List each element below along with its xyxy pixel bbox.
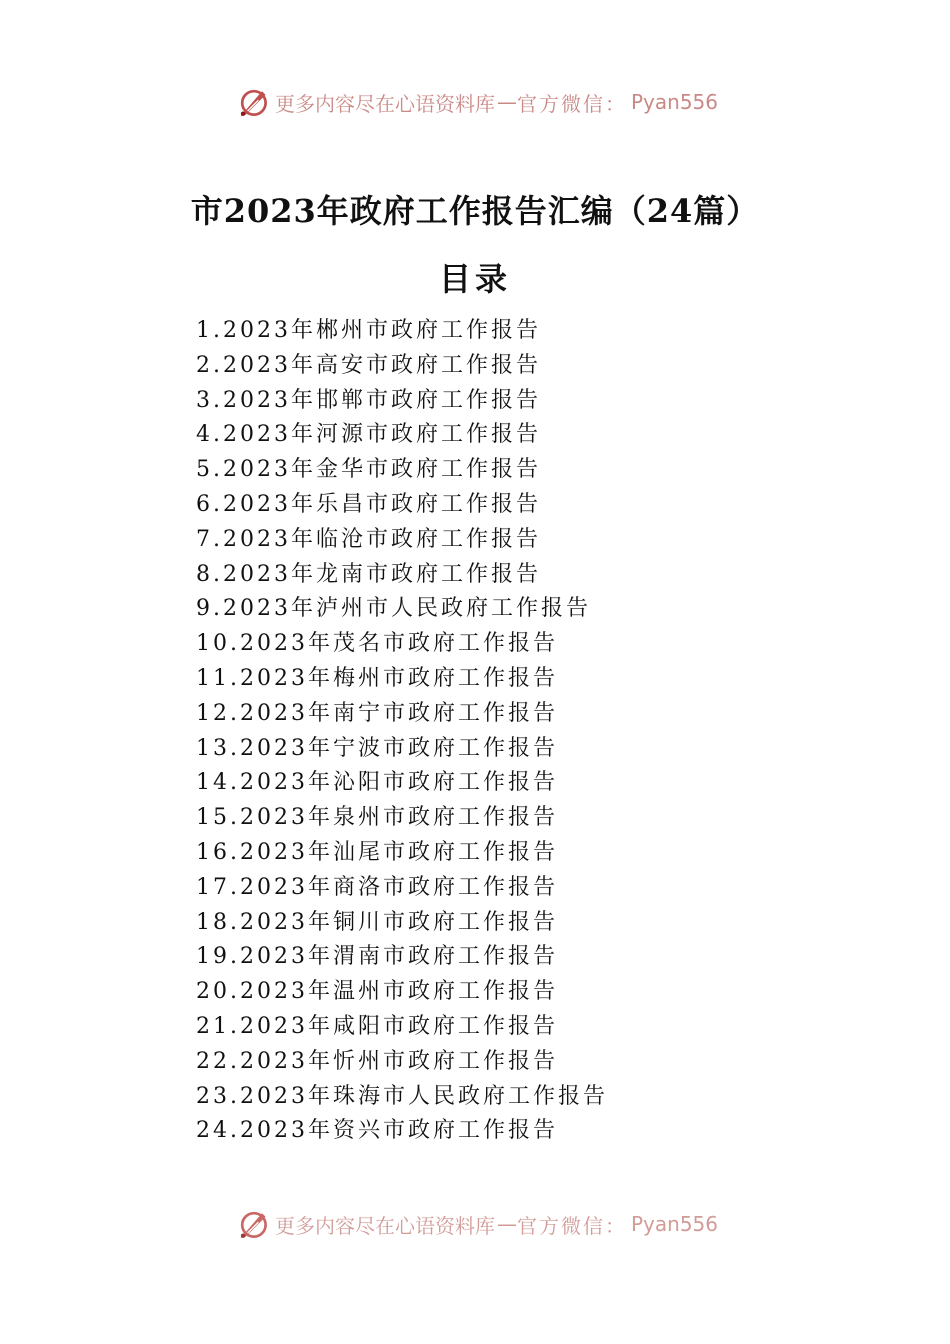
toc-item[interactable]: 9.2023年泸州市人民政府工作报告 xyxy=(196,596,591,622)
table-of-contents xyxy=(196,314,608,1149)
toc-item[interactable]: 4.2023年河源市政府工作报告 xyxy=(196,422,541,448)
toc-item[interactable]: 18.2023年铜川市政府工作报告 xyxy=(196,909,558,935)
toc-item[interactable]: 7.2023年临沧市政府工作报告 xyxy=(196,526,541,552)
toc-item[interactable]: 11.2023年梅州市政府工作报告 xyxy=(196,665,558,691)
header-watermark xyxy=(235,82,718,122)
watermark-label: 官方微信： xyxy=(517,1213,627,1238)
toc-item[interactable]: 6.2023年乐昌市政府工作报告 xyxy=(196,491,541,517)
toc-heading: 目录 xyxy=(438,260,511,298)
toc-item[interactable]: 16.2023年汕尾市政府工作报告 xyxy=(196,839,558,865)
toc-item[interactable]: 3.2023年邯郸市政府工作报告 xyxy=(196,387,541,413)
toc-item[interactable]: 10.2023年茂名市政府工作报告 xyxy=(196,631,558,657)
toc-item[interactable]: 24.2023年资兴市政府工作报告 xyxy=(196,1118,558,1144)
toc-item[interactable]: 19.2023年渭南市政府工作报告 xyxy=(196,944,558,970)
toc-item[interactable]: 14.2023年沁阳市政府工作报告 xyxy=(196,770,558,796)
quill-pen-logo-icon xyxy=(235,84,271,120)
toc-item[interactable]: 13.2023年宁波市政府工作报告 xyxy=(196,735,558,761)
toc-item[interactable]: 15.2023年泉州市政府工作报告 xyxy=(196,805,558,831)
toc-item[interactable]: 22.2023年忻州市政府工作报告 xyxy=(196,1048,558,1074)
watermark-separator: — xyxy=(497,1212,515,1236)
toc-item[interactable]: 17.2023年商洛市政府工作报告 xyxy=(196,874,558,900)
toc-item[interactable]: 23.2023年珠海市人民政府工作报告 xyxy=(196,1083,608,1109)
toc-item[interactable]: 21.2023年咸阳市政府工作报告 xyxy=(196,1013,558,1039)
footer-watermark xyxy=(235,1204,718,1244)
quill-pen-logo-icon xyxy=(235,1206,271,1242)
watermark-id: Pyan556 xyxy=(631,1212,719,1236)
watermark-separator: — xyxy=(497,90,515,114)
toc-item[interactable]: 8.2023年龙南市政府工作报告 xyxy=(196,561,541,587)
toc-item[interactable]: 20.2023年温州市政府工作报告 xyxy=(196,979,558,1005)
toc-item[interactable]: 1.2023年郴州市政府工作报告 xyxy=(196,318,541,343)
watermark-id: Pyan556 xyxy=(631,90,719,114)
toc-item[interactable]: 2.2023年高安市政府工作报告 xyxy=(196,352,541,378)
watermark-text: 更多内容尽在心语资料库 xyxy=(275,91,495,116)
document-title: 市2023年政府工作报告汇编（24篇） xyxy=(190,192,760,230)
toc-item[interactable]: 5.2023年金华市政府工作报告 xyxy=(196,457,541,483)
watermark-text: 更多内容尽在心语资料库 xyxy=(275,1213,495,1238)
watermark-label: 官方微信： xyxy=(517,91,627,116)
toc-item[interactable]: 12.2023年南宁市政府工作报告 xyxy=(196,700,558,726)
